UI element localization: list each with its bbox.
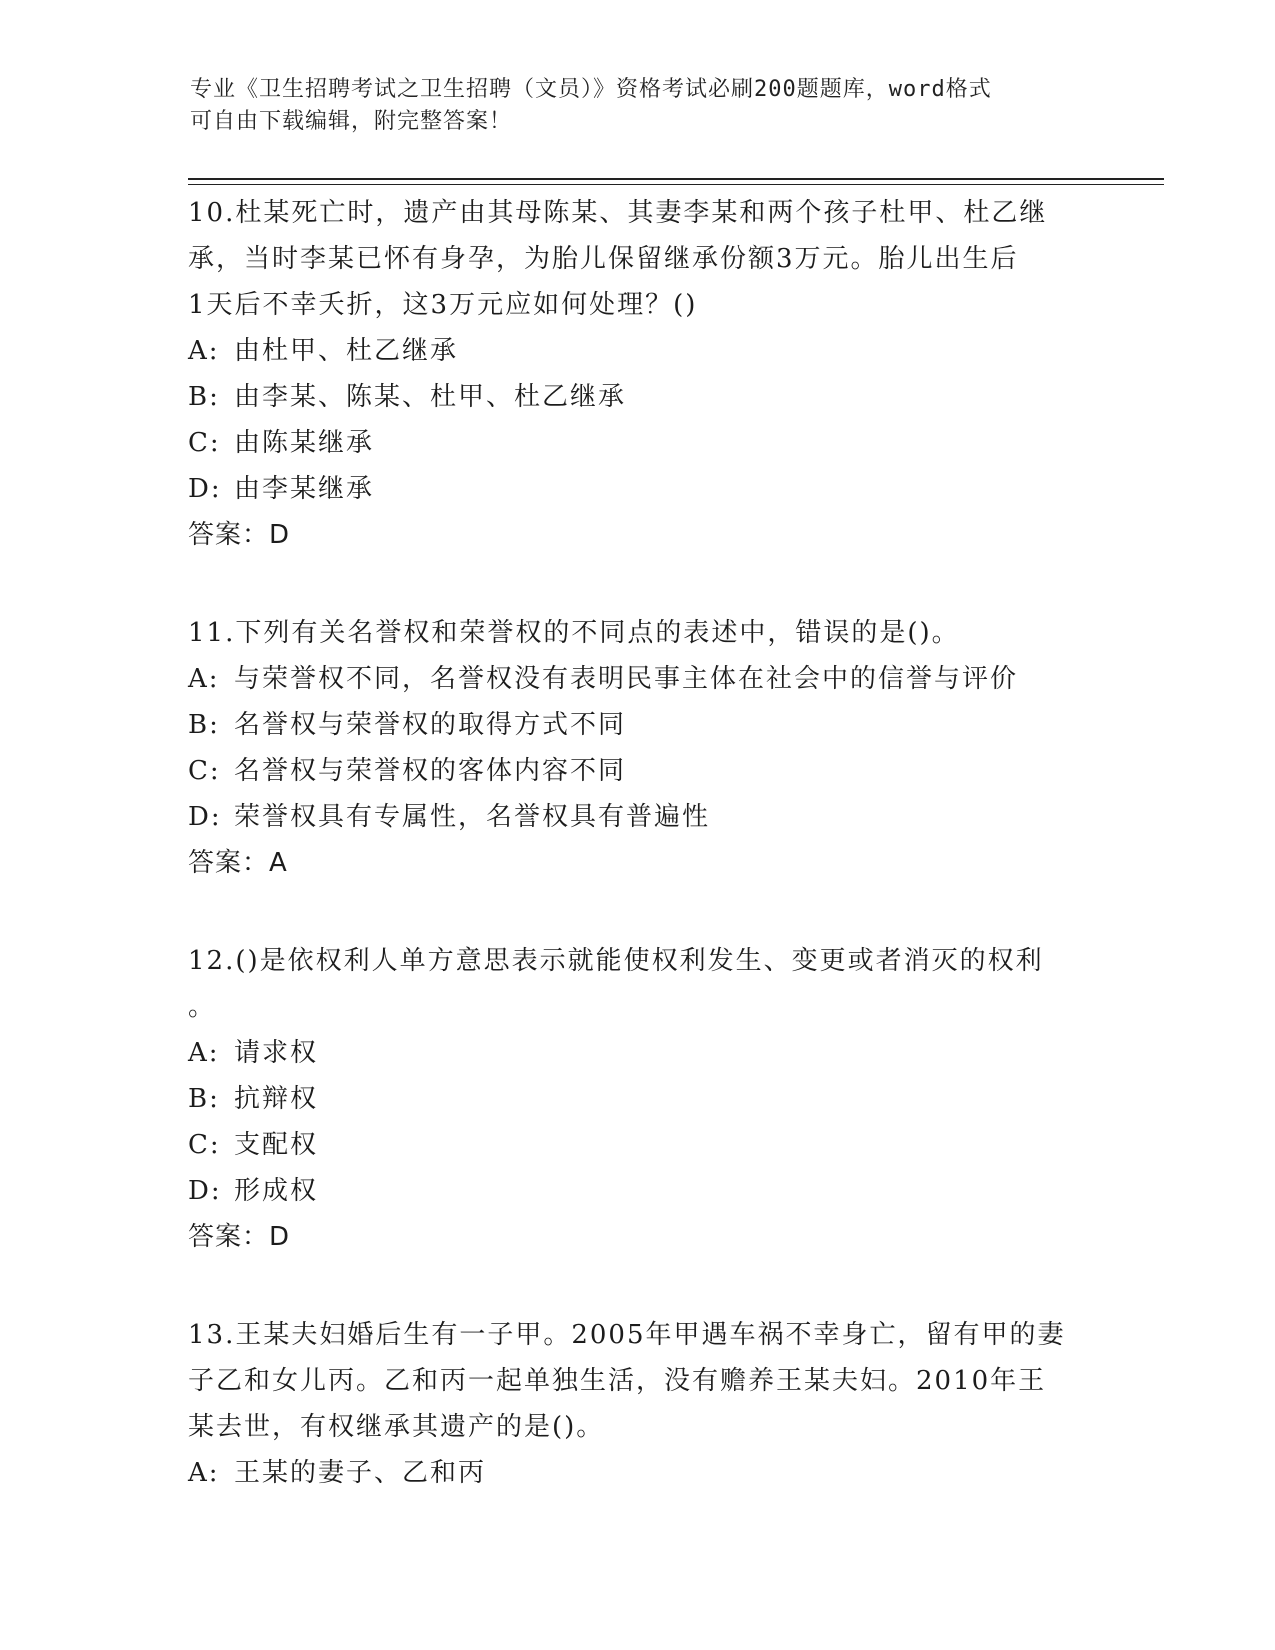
question-12 [188, 938, 1148, 1260]
option-d [188, 794, 1148, 840]
question-stem-line: 11.下列有关名誉权和荣誉权的不同点的表述中，错误的是()。 [188, 618, 960, 648]
option-letter: B: [188, 382, 220, 412]
header-divider-thin [188, 184, 1164, 185]
option-text: 由杜甲、杜乙继承 [234, 336, 459, 366]
option-letter: B: [188, 710, 220, 740]
option-letter: A: [188, 1038, 220, 1068]
option-b [188, 702, 1148, 748]
option-a [188, 1030, 1148, 1076]
option-letter: C: [188, 428, 221, 458]
question-stem-line: 12.()是依权利人单方意思表示就能使权利发生、变更或者消灭的权利 [188, 946, 1044, 976]
option-letter: D: [188, 474, 222, 504]
header-divider-thick [188, 178, 1164, 180]
option-letter: D: [188, 802, 222, 832]
option-b [188, 374, 1148, 420]
header-title-line-2: 可自由下载编辑，附完整答案！ [190, 109, 513, 134]
option-text: 抗辩权 [234, 1084, 319, 1114]
option-text: 由李某继承 [234, 474, 375, 504]
option-c [188, 748, 1148, 794]
answer-line: 答案：D [188, 520, 291, 550]
question-stem-line: 子乙和女儿丙。乙和丙一起单独生活，没有赡养王某夫妇。2010年王 [188, 1366, 1047, 1396]
option-text: 由陈某继承 [234, 428, 375, 458]
question-stem-line: 承，当时李某已怀有身孕，为胎儿保留继承份额3万元。胎儿出生后 [188, 244, 1019, 274]
option-letter: C: [188, 1130, 221, 1160]
option-text: 请求权 [234, 1038, 319, 1068]
question-stem-line: 13.王某夫妇婚后生有一子甲。2005年甲遇车祸不幸身亡，留有甲的妻 [188, 1320, 1066, 1350]
option-text: 荣誉权具有专属性，名誉权具有普遍性 [234, 802, 711, 832]
answer-line: 答案：D [188, 1222, 291, 1252]
option-text: 名誉权与荣誉权的取得方式不同 [234, 710, 627, 740]
option-b [188, 1076, 1148, 1122]
question-spacer [188, 558, 1148, 610]
question-list [188, 190, 1148, 1496]
option-letter: A: [188, 336, 220, 366]
question-spacer [188, 1260, 1148, 1312]
option-c [188, 420, 1148, 466]
option-letter: A: [188, 664, 220, 694]
option-a [188, 1450, 1148, 1496]
option-letter: A: [188, 1458, 220, 1488]
answer-line: 答案：A [188, 848, 288, 878]
question-spacer [188, 886, 1148, 938]
option-letter: B: [188, 1084, 220, 1114]
header-title-line-1: 专业《卫生招聘考试之卫生招聘（文员）》资格考试必刷200题题库，word格式 [190, 77, 992, 102]
option-text: 王某的妻子、乙和丙 [234, 1458, 487, 1488]
option-text: 支配权 [234, 1130, 319, 1160]
option-text: 与荣誉权不同，名誉权没有表明民事主体在社会中的信誉与评价 [234, 664, 1019, 694]
question-11 [188, 610, 1148, 886]
option-letter: C: [188, 756, 221, 786]
question-stem-line: 10.杜某死亡时，遗产由其母陈某、其妻李某和两个孩子杜甲、杜乙继 [188, 198, 1048, 228]
option-c [188, 1122, 1148, 1168]
option-text: 由李某、陈某、杜甲、杜乙继承 [234, 382, 627, 412]
option-letter: D: [188, 1176, 222, 1206]
question-13 [188, 1312, 1148, 1496]
option-d [188, 1168, 1148, 1214]
option-a [188, 656, 1148, 702]
question-stem-line: 。 [188, 992, 217, 1022]
option-text: 名誉权与荣誉权的客体内容不同 [234, 756, 627, 786]
question-stem-line: 某去世，有权继承其遗产的是()。 [188, 1412, 605, 1442]
option-a [188, 328, 1148, 374]
option-text: 形成权 [234, 1176, 319, 1206]
document-header [190, 74, 1090, 138]
question-10 [188, 190, 1148, 558]
option-d [188, 466, 1148, 512]
question-stem-line: 1天后不幸夭折，这3万元应如何处理？() [188, 290, 698, 320]
